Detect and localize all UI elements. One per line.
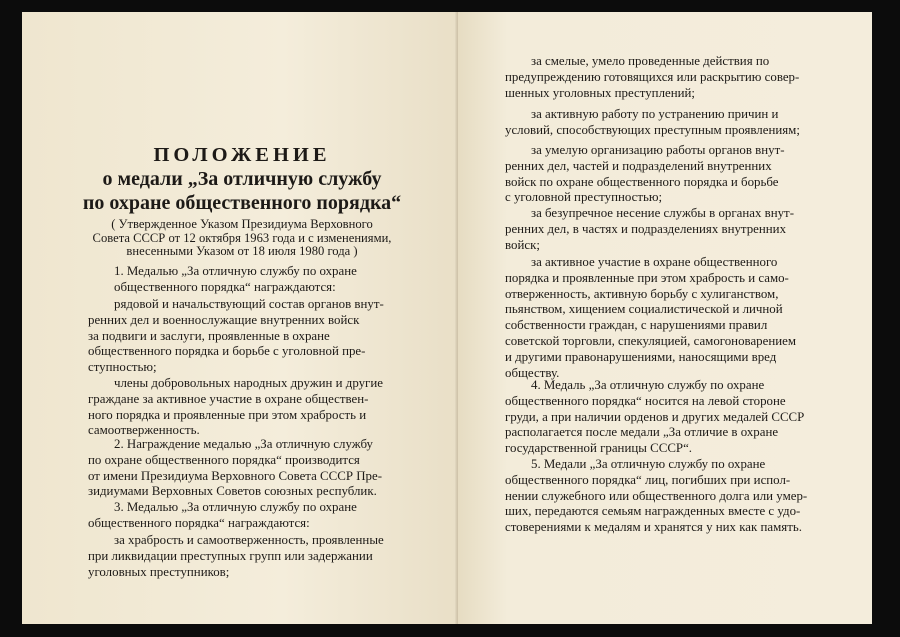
paragraph-3-clause-a (88, 533, 444, 580)
document-subtitle-line-1: о медали „За отличную службу (102, 168, 382, 190)
text-line: общественного порядка“ награждаются: (114, 279, 336, 294)
text-line: 4. Медаль „За отличную службу по охране (531, 378, 765, 392)
text-line: 5. Медали „За отличную службу по охране (531, 457, 766, 471)
text-line: общественного порядка“ награждаются: (88, 515, 310, 530)
text-line: за активную работу по устранению причин и (531, 107, 779, 121)
text-line: ступностью; (88, 360, 157, 375)
text-line: за смелые, умело проведенные действия по (531, 54, 770, 68)
text-line: по охране общественного порядка“ производится (88, 452, 360, 467)
text-line: 2. Награждение медалью „За отличную службу (114, 437, 373, 451)
text-line: располагается после медали „За отличие в охране (505, 425, 779, 440)
text-line: за умелую организацию работы органов внут- (531, 143, 785, 157)
approval-note-line: Совета СССР от 12 октября 1963 года и с изменениями, (92, 230, 392, 245)
text-line: члены добровольных народных дружин и другие (114, 376, 383, 390)
text-line: за активное участие в охране общественного (531, 255, 778, 269)
text-line: за подвиги и заслуги, проявленные в охране (88, 328, 330, 343)
text-line: ренних дел, в частях и подразделениях внутренних (505, 221, 787, 236)
paragraph-3-clause-b (505, 54, 860, 101)
text-line: 3. Медалью „За отличную службу по охране (114, 500, 357, 514)
right-page (458, 12, 872, 624)
text-line: граждане за активное участие в охране обществен- (88, 391, 369, 406)
paragraph-3-clause-c (505, 107, 860, 139)
text-line: обществу. (505, 365, 560, 380)
document-title: ПОЛОЖЕНИЕ (153, 144, 331, 166)
text-line: самоотверженность. (88, 423, 200, 438)
text-line: войск; (505, 237, 540, 252)
text-line: ренних дел, частей и подразделений внутренних (505, 158, 772, 173)
text-line: стоверениями к медалям и хранятся у них как память. (505, 520, 802, 535)
text-line: предупреждению готовящихся или раскрытию совер- (505, 69, 800, 84)
paragraph-5 (505, 457, 860, 536)
booklet-spread (22, 12, 872, 624)
text-line: нении служебного или общественного долга или умер- (505, 488, 808, 503)
paragraph-1-clause-b (88, 376, 444, 439)
approval-note-line: внесенными Указом от 18 июля 1980 года ) (126, 244, 358, 258)
paragraph-3-clause-f (505, 255, 860, 381)
text-line: отверженность, активную борьбу с хулиганством, (505, 286, 779, 301)
paragraph-3-heading (88, 500, 444, 532)
text-line: ших, передаются семьям награжденных вместе с удо- (505, 504, 801, 519)
text-line: условий, способствующих преступным проявлениям; (505, 122, 800, 137)
text-line: порядка и проявленные при этом храбрость и само- (505, 270, 789, 285)
paragraph-3-clause-d (505, 143, 860, 206)
text-line: зидиумами Верховных Советов союзных республик. (88, 484, 377, 499)
text-line: уголовных преступников; (88, 564, 230, 579)
text-line: и другими правонарушениями, наносящими вред (505, 349, 777, 364)
text-line: шенных уголовных преступлений; (505, 85, 695, 100)
text-line: советской торговли, спекуляцией, самогоноварением (505, 333, 797, 348)
text-line: груди, а при наличии орденов и других медалей СССР (505, 409, 805, 424)
document-subtitle-line-2: по охране общественного порядка“ (82, 192, 402, 214)
text-line: рядовой и начальствующий состав органов внут- (114, 297, 384, 311)
text-line: войск по охране общественного порядка и борьбе (505, 174, 779, 189)
text-line: за безупречное несение службы в органах внут- (531, 206, 794, 220)
paragraph-3-clause-e (505, 206, 860, 253)
text-line: общественного порядка“ носится на левой стороне (505, 393, 786, 408)
text-line: государственной границы СССР“. (505, 441, 693, 456)
paragraph-1-clause-a (88, 297, 444, 376)
paragraph-4 (505, 378, 860, 457)
paragraph-2 (88, 437, 444, 500)
text-line: общественного порядка“ лиц, погибших при испол- (505, 472, 791, 487)
paragraph-1-heading (88, 264, 444, 296)
text-line: ного порядка и проявленные при этом храбрость и (88, 407, 367, 422)
approval-note-line: ( Утвержденное Указом Президиума Верховного (111, 217, 373, 231)
text-line: от имени Президиума Верховного Совета СССР Пре- (88, 468, 382, 483)
text-line: пьянством, хищением социалистической и личной (505, 302, 783, 317)
text-line: с уголовной преступностью; (505, 190, 663, 205)
left-page (22, 12, 458, 624)
approval-note (62, 218, 422, 259)
text-line: ренних дел и военнослужащие внутренних войск (88, 312, 360, 327)
text-line: собственности граждан, с нарушениями правил (505, 318, 768, 333)
text-line: общественного порядка и борьбе с уголовной пре- (88, 344, 366, 359)
text-line: 1. Медалью „За отличную службу по охране (114, 264, 357, 278)
text-line: за храбрость и самоотверженность, проявленные (114, 533, 384, 547)
text-line: при ликвидации преступных групп или задержании (88, 548, 373, 563)
